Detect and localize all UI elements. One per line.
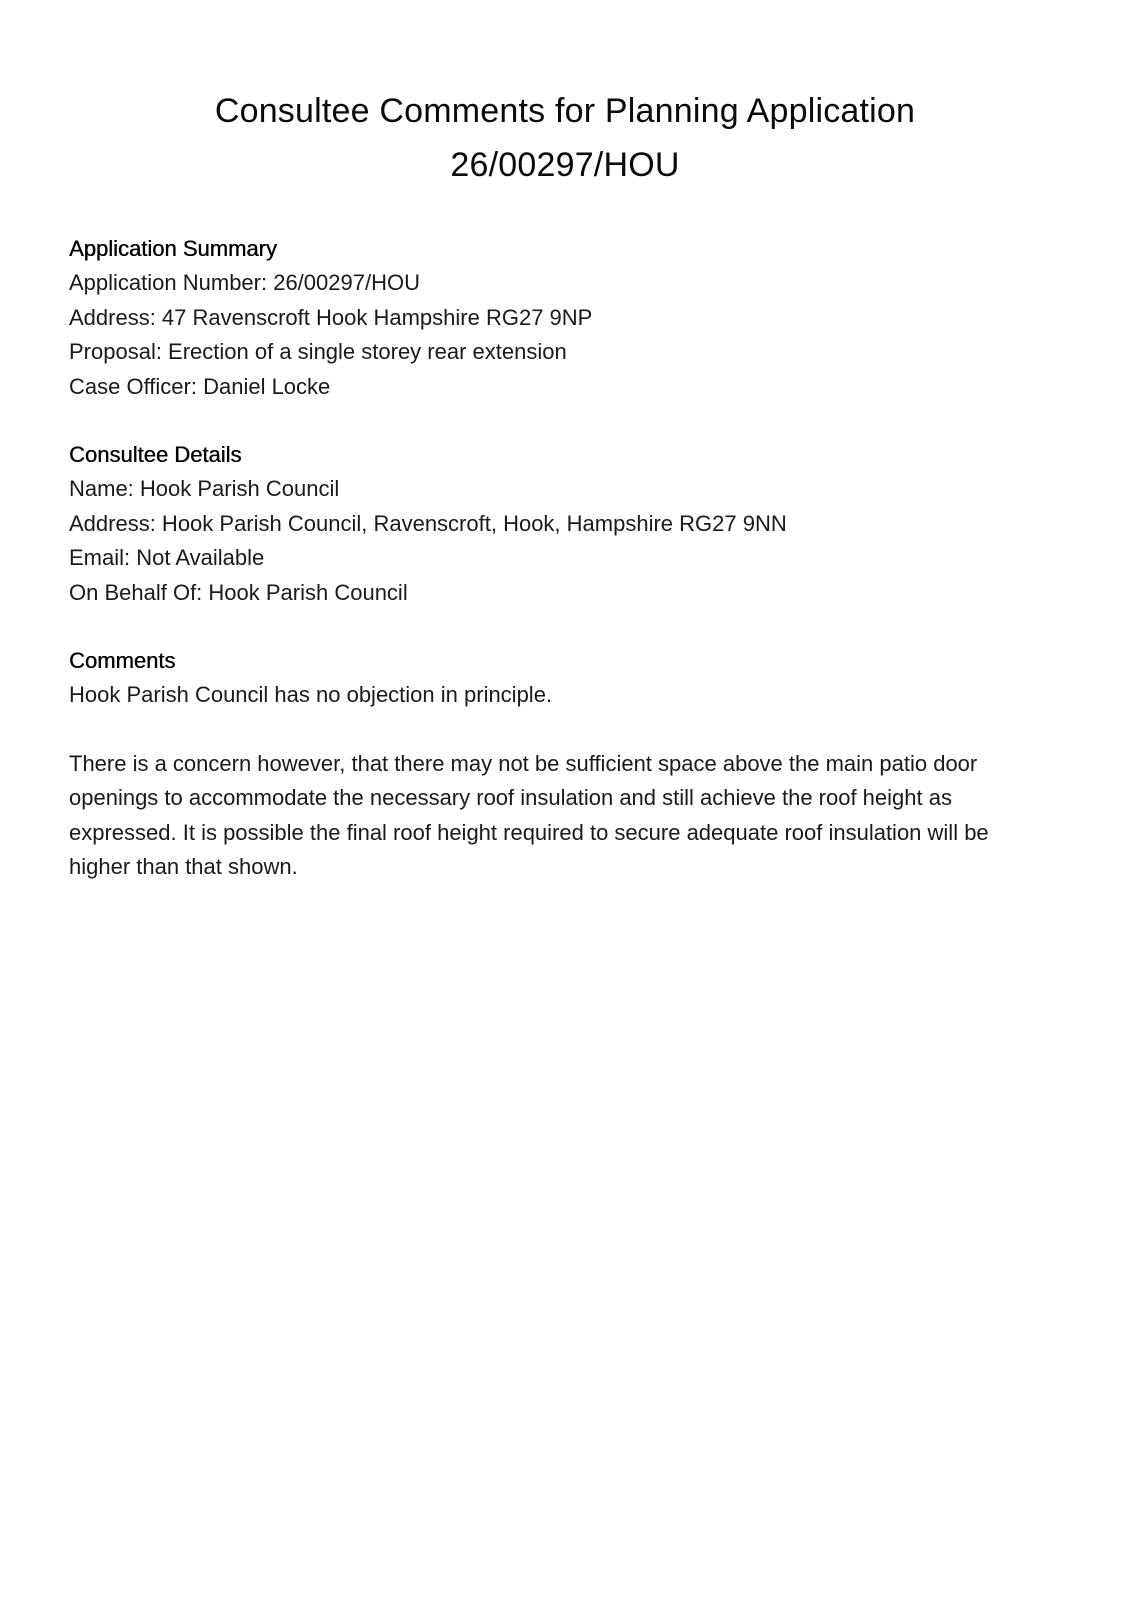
page-title	[0, 84, 1130, 192]
application-summary-heading: Application Summary	[69, 236, 277, 261]
consultee-on-behalf-of: On Behalf Of: Hook Parish Council	[69, 579, 408, 605]
consultee-details-heading: Consultee Details	[69, 442, 242, 468]
case-officer: Case Officer: Daniel Locke	[69, 373, 331, 399]
consultee-email: Email: Not Available	[69, 545, 265, 571]
comment-paragraph-2: There is a concern however, that there may not be sufficient space above the main patio door openings to accommodate the necessary roof insulation and still achieve the roof height as expressed. It is possible the final roof height required to secure adequate roof insulation will be higher than that shown.	[69, 750, 989, 880]
consultee-details-section	[69, 438, 1049, 610]
title-line-2-application-number: 26/00297/HOU	[450, 146, 680, 184]
document-body	[69, 232, 1049, 919]
application-proposal: Proposal: Erection of a single storey rear extension	[69, 339, 567, 365]
comments-heading: Comments	[69, 648, 176, 674]
consultee-name: Name: Hook Parish Council	[69, 476, 340, 502]
application-summary-section	[69, 232, 1049, 404]
comment-paragraph-1: Hook Parish Council has no objection in principle.	[69, 682, 553, 708]
application-address: Address: 47 Ravenscroft Hook Hampshire RG27 9NP	[69, 304, 593, 330]
consultee-address: Address: Hook Parish Council, Ravenscroft, Hook, Hampshire RG27 9NN	[69, 510, 787, 536]
comments-section	[69, 644, 1049, 884]
application-number: Application Number: 26/00297/HOU	[69, 270, 420, 296]
title-line-1: Consultee Comments for Planning Application	[214, 92, 916, 130]
